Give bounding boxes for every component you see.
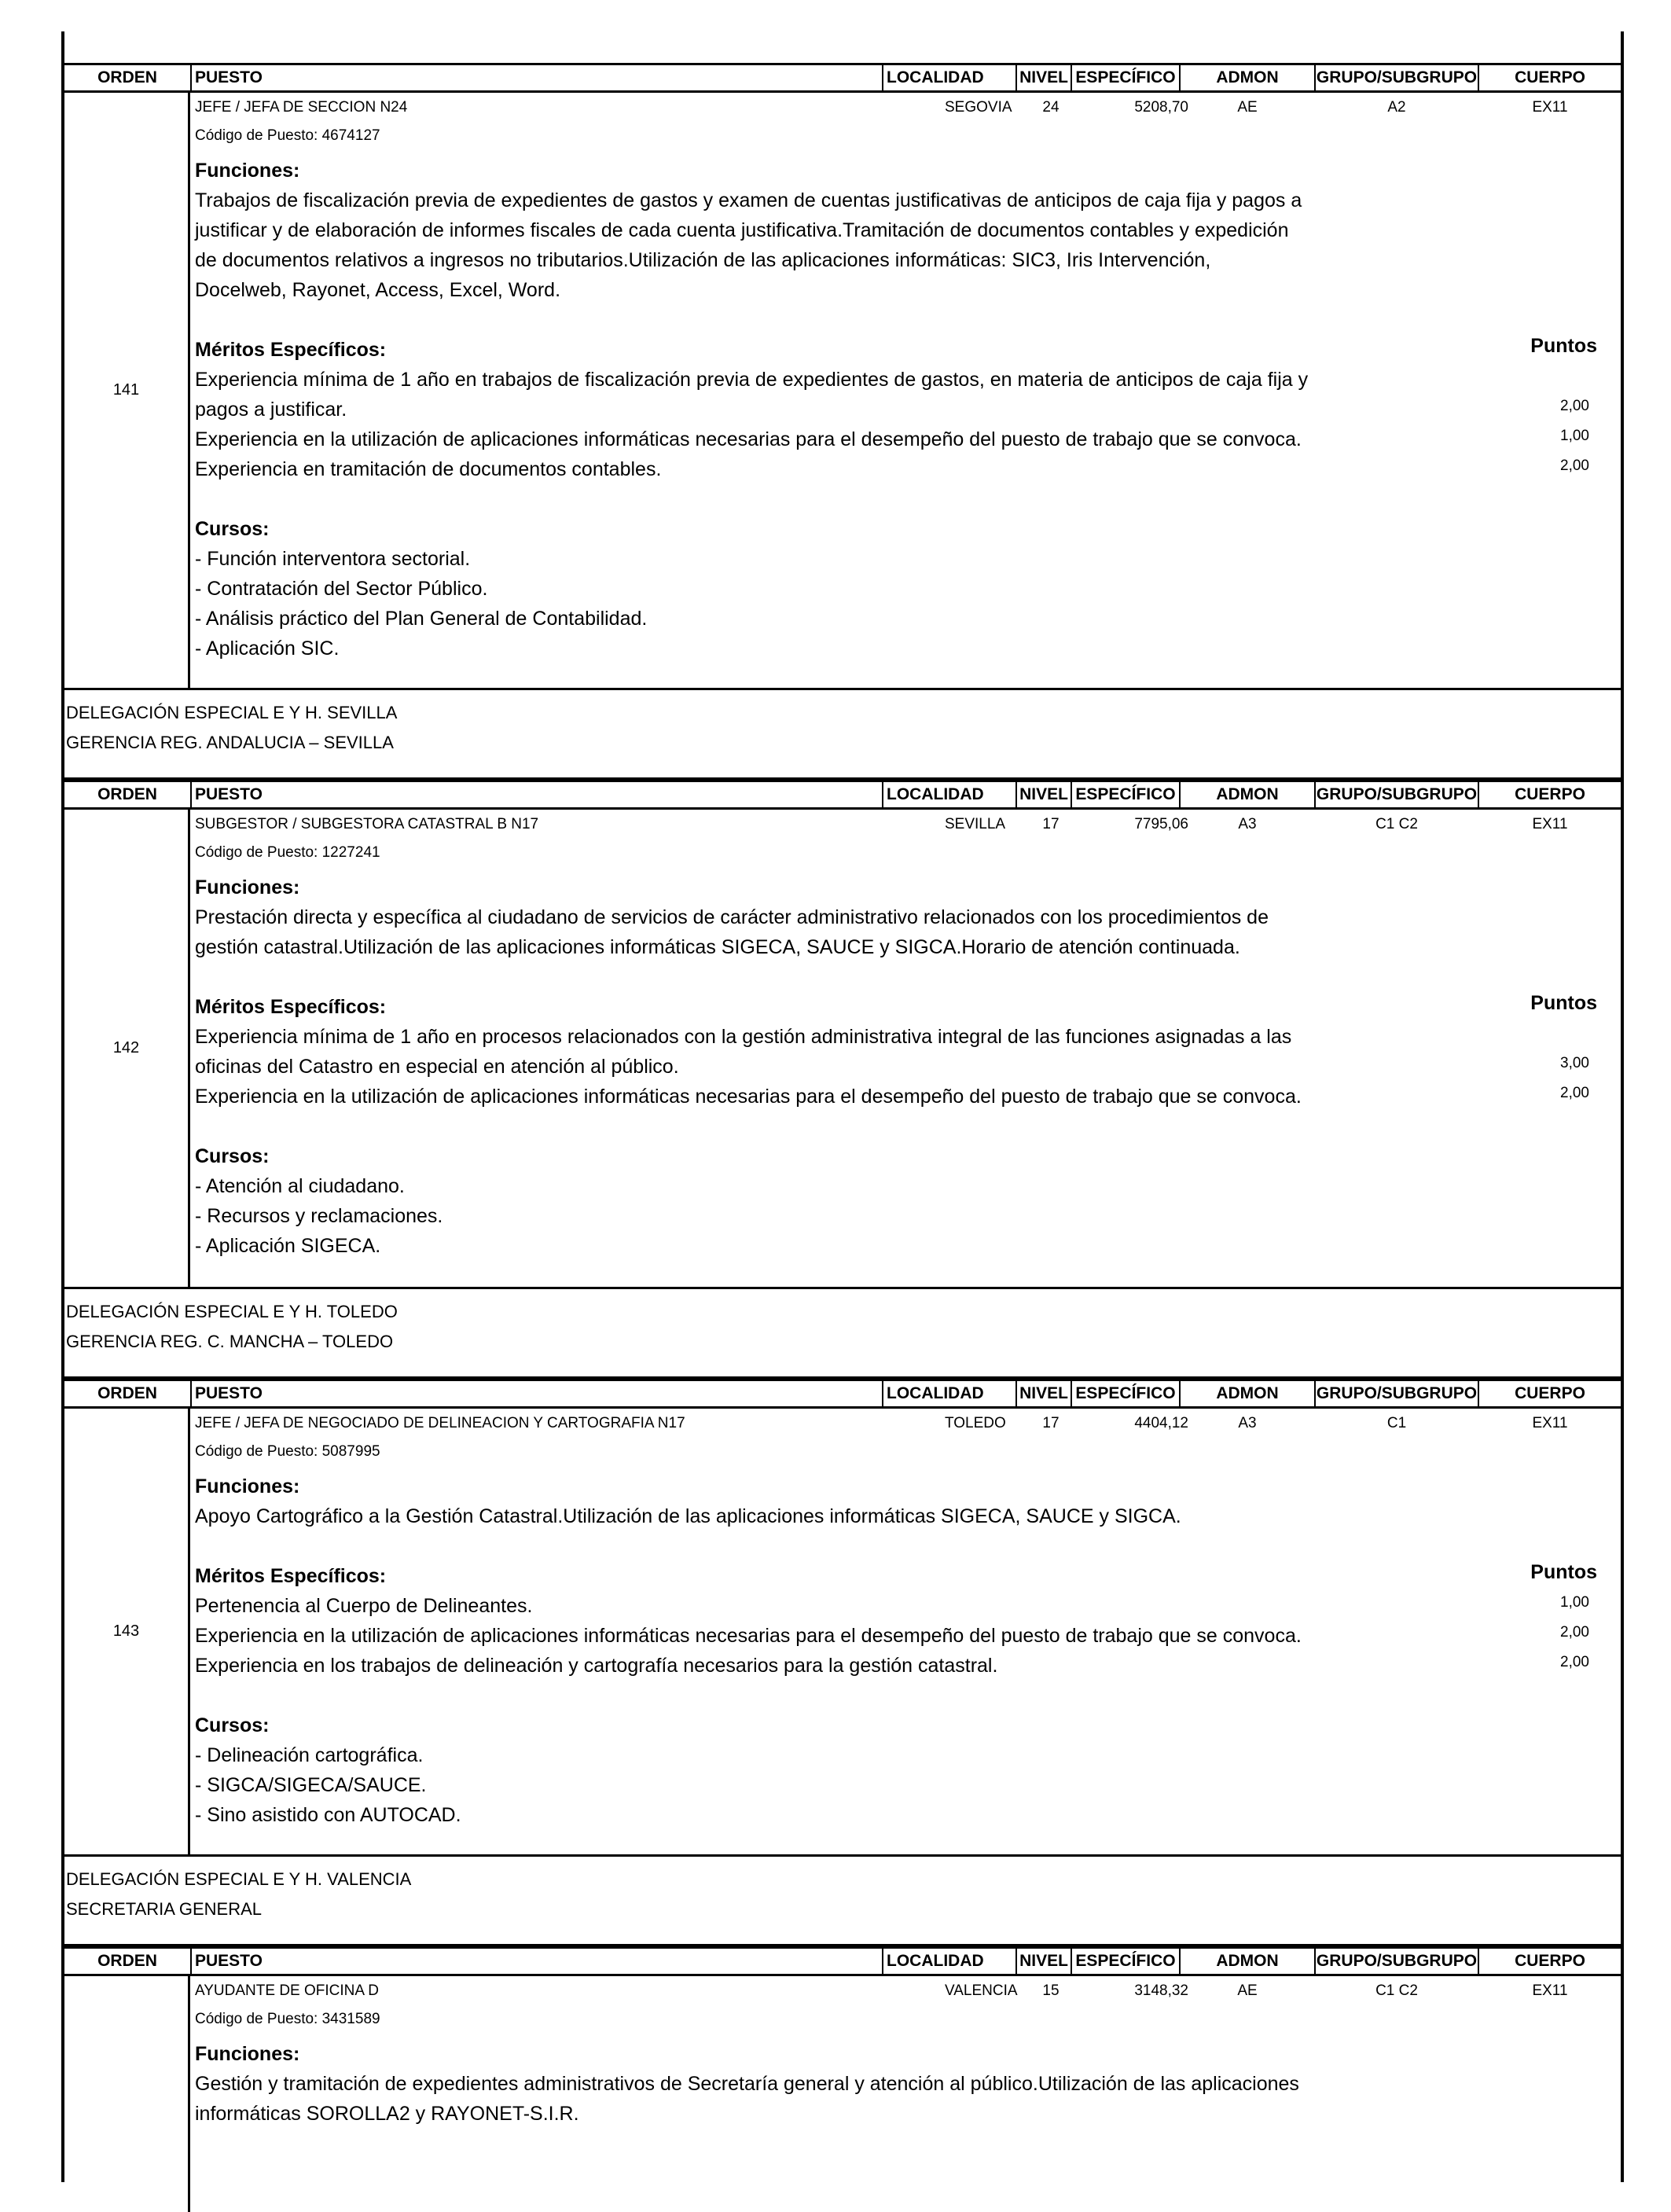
puntos-value: 2,00: [1560, 398, 1589, 414]
funciones-line: Gestión y tramitación de expedientes administrativos de Secretaría general y atención al público.Utilización de las aplicaciones: [195, 2073, 1299, 2095]
header-orden: ORDEN: [97, 68, 157, 86]
header-localidad: LOCALIDAD: [882, 1949, 1015, 1974]
funciones-label: Funciones:: [195, 160, 300, 182]
job-entry: [64, 93, 1621, 690]
header-admon: ADMON: [1216, 785, 1279, 803]
localidad: VALENCIA: [945, 1982, 1018, 1999]
table-header: [64, 1379, 1621, 1409]
table-header: [64, 63, 1621, 93]
merito-line: Experiencia en los trabajos de delineación y cartografía necesarios para la gestión catastral.: [195, 1655, 998, 1677]
localidad: SEGOVIA: [945, 99, 1012, 116]
header-orden: ORDEN: [97, 785, 157, 803]
funciones-label: Funciones:: [195, 2043, 300, 2065]
especifico: 3148,32: [1134, 1982, 1188, 1999]
header-orden: ORDEN: [97, 1384, 157, 1402]
curso-item: - Aplicación SIC.: [195, 638, 340, 660]
codigo-puesto: Código de Puesto: 3431589: [195, 2011, 380, 2027]
admon: AE: [1237, 99, 1258, 116]
funciones-label: Funciones:: [195, 876, 300, 898]
cursos-label: Cursos:: [195, 518, 270, 540]
puesto-name: AYUDANTE DE OFICINA D: [195, 1982, 380, 1999]
header-localidad: LOCALIDAD: [882, 1381, 1015, 1406]
header-nivel: NIVEL: [1015, 782, 1071, 807]
job-entry: [64, 810, 1621, 1289]
nivel: 17: [1042, 1415, 1060, 1431]
header-puesto: PUESTO: [190, 782, 945, 807]
header-admon: ADMON: [1216, 1384, 1279, 1402]
header-admon: ADMON: [1216, 68, 1279, 86]
header-localidad: LOCALIDAD: [882, 782, 1015, 807]
delegacion-name: DELEGACIÓN ESPECIAL E Y H. SEVILLA: [66, 703, 398, 722]
codigo-puesto: Código de Puesto: 5087995: [195, 1443, 380, 1460]
cuerpo: EX11: [1532, 1982, 1568, 1999]
delegacion-name: DELEGACIÓN ESPECIAL E Y H. VALENCIA: [66, 1869, 412, 1889]
job-entry: [64, 1409, 1621, 1857]
puesto-name: JEFE / JEFA DE NEGOCIADO DE DELINEACION Y CARTOGRAFIA N17: [195, 1415, 685, 1431]
delegacion-name: DELEGACIÓN ESPECIAL E Y H. TOLEDO: [66, 1302, 398, 1321]
header-orden: ORDEN: [97, 1952, 157, 1970]
grupo: C1 C2: [1375, 1982, 1418, 1999]
puntos-value: 2,00: [1560, 1624, 1589, 1641]
localidad: TOLEDO: [945, 1415, 1006, 1431]
curso-item: - Contratación del Sector Público.: [195, 578, 488, 600]
cuerpo: EX11: [1532, 99, 1568, 116]
puntos-value: 1,00: [1560, 428, 1589, 444]
nivel: 15: [1042, 1982, 1060, 1999]
meritos-label: Méritos Específicos:: [195, 1565, 387, 1587]
puntos-value: 1,00: [1560, 1594, 1589, 1611]
merito-line: Experiencia en la utilización de aplicaciones informáticas necesarias para el desempeño del puesto de trabajo que se convoca.: [195, 428, 1302, 450]
admon: AE: [1237, 1982, 1258, 1999]
merito-line: oficinas del Catastro en especial en atención al público.: [195, 1056, 679, 1078]
codigo-puesto: Código de Puesto: 1227241: [195, 844, 380, 861]
especifico: 5208,70: [1134, 99, 1188, 116]
orden-number: 142: [64, 810, 190, 1287]
header-especifico: ESPECÍFICO: [1071, 1381, 1181, 1406]
header-grupo: GRUPO/SUBGRUPO: [1314, 1381, 1479, 1406]
puntos-value: 2,00: [1560, 1085, 1589, 1101]
puntos-value: 2,00: [1560, 1654, 1589, 1670]
grupo: A2: [1387, 99, 1406, 116]
header-cuerpo: CUERPO: [1515, 785, 1585, 803]
funciones-line: Trabajos de fiscalización previa de expedientes de gastos y examen de cuentas justificativas de anticipos de caja fija y pagos a: [195, 189, 1302, 211]
admon: A3: [1238, 1415, 1257, 1431]
orden-number: 141: [64, 93, 190, 688]
cuerpo: EX11: [1532, 816, 1568, 832]
puntos-label: Puntos: [1530, 335, 1597, 357]
header-puesto: PUESTO: [190, 1381, 945, 1406]
merito-line: pagos a justificar.: [195, 399, 347, 421]
delegacion-block: [64, 1857, 1621, 1946]
admon: A3: [1238, 816, 1257, 832]
nivel: 24: [1042, 99, 1060, 116]
curso-item: - Delineación cartográfica.: [195, 1744, 424, 1766]
cuerpo: EX11: [1532, 1415, 1568, 1431]
cursos-label: Cursos:: [195, 1714, 270, 1736]
header-especifico: ESPECÍFICO: [1071, 65, 1181, 90]
especifico: 7795,06: [1134, 816, 1188, 832]
funciones-line: de documentos relativos a ingresos no tributarios.Utilización de las aplicaciones informáticas: SIC3, Iris Intervención,: [195, 249, 1211, 271]
header-grupo: GRUPO/SUBGRUPO: [1314, 65, 1479, 90]
curso-item: - Recursos y reclamaciones.: [195, 1205, 443, 1227]
table-header: [64, 1946, 1621, 1976]
merito-line: Experiencia en la utilización de aplicaciones informáticas necesarias para el desempeño del puesto de trabajo que se convoca.: [195, 1086, 1302, 1108]
header-especifico: ESPECÍFICO: [1071, 1949, 1181, 1974]
puntos-value: 3,00: [1560, 1055, 1589, 1071]
funciones-line: Docelweb, Rayonet, Access, Excel, Word.: [195, 279, 561, 301]
gerencia-name: GERENCIA REG. C. MANCHA – TOLEDO: [66, 1332, 394, 1351]
puntos-label: Puntos: [1530, 1561, 1597, 1583]
puntos-label: Puntos: [1530, 992, 1597, 1014]
header-nivel: NIVEL: [1015, 65, 1071, 90]
delegacion-block: [64, 1289, 1621, 1379]
funciones-line: gestión catastral.Utilización de las aplicaciones informáticas SIGECA, SAUCE y SIGCA.Horario de atención continuada.: [195, 936, 1240, 958]
orden-number: [64, 1976, 190, 2212]
merito-line: Pertenencia al Cuerpo de Delineantes.: [195, 1595, 533, 1617]
grupo: C1: [1386, 1415, 1407, 1431]
document-page: [61, 31, 1624, 2182]
curso-item: - Aplicación SIGECA.: [195, 1235, 381, 1257]
header-localidad: LOCALIDAD: [882, 65, 1015, 90]
header-puesto: PUESTO: [190, 65, 945, 90]
header-cuerpo: CUERPO: [1515, 1952, 1585, 1970]
header-nivel: NIVEL: [1015, 1381, 1071, 1406]
nivel: 17: [1042, 816, 1060, 832]
grupo: C1 C2: [1375, 816, 1418, 832]
localidad: SEVILLA: [945, 816, 1006, 832]
puesto-name: SUBGESTOR / SUBGESTORA CATASTRAL B N17: [195, 816, 539, 832]
puntos-value: 2,00: [1560, 457, 1589, 474]
curso-item: - Sino asistido con AUTOCAD.: [195, 1804, 461, 1826]
orden-number: 143: [64, 1409, 190, 1854]
header-puesto: PUESTO: [190, 1949, 945, 1974]
curso-item: - Atención al ciudadano.: [195, 1175, 405, 1197]
table-header: [64, 780, 1621, 810]
curso-item: - Análisis práctico del Plan General de Contabilidad.: [195, 608, 648, 630]
merito-line: Experiencia mínima de 1 año en trabajos de fiscalización previa de expedientes de gastos, en materia de anticipos de caja fija y: [195, 369, 1309, 391]
header-grupo: GRUPO/SUBGRUPO: [1314, 1949, 1479, 1974]
merito-line: Experiencia mínima de 1 año en procesos relacionados con la gestión administrativa integral de las funciones asignadas a las: [195, 1026, 1292, 1048]
curso-item: - SIGCA/SIGECA/SAUCE.: [195, 1774, 427, 1796]
header-grupo: GRUPO/SUBGRUPO: [1314, 782, 1479, 807]
curso-item: - Función interventora sectorial.: [195, 548, 471, 570]
funciones-label: Funciones:: [195, 1475, 300, 1497]
funciones-line: informáticas SOROLLA2 y RAYONET-S.I.R.: [195, 2103, 579, 2125]
merito-line: Experiencia en la utilización de aplicaciones informáticas necesarias para el desempeño del puesto de trabajo que se convoca.: [195, 1625, 1302, 1647]
especifico: 4404,12: [1134, 1415, 1188, 1431]
header-nivel: NIVEL: [1015, 1949, 1071, 1974]
header-cuerpo: CUERPO: [1515, 68, 1585, 86]
cursos-label: Cursos:: [195, 1145, 270, 1167]
codigo-puesto: Código de Puesto: 4674127: [195, 127, 380, 144]
funciones-line: justificar y de elaboración de informes fiscales de cada cuenta justificativa.Tramitación de documentos contables y expedición: [195, 219, 1289, 241]
gerencia-name: GERENCIA REG. ANDALUCIA – SEVILLA: [66, 733, 394, 752]
meritos-label: Méritos Específicos:: [195, 996, 387, 1018]
header-especifico: ESPECÍFICO: [1071, 782, 1181, 807]
header-cuerpo: CUERPO: [1515, 1384, 1585, 1402]
gerencia-name: SECRETARIA GENERAL: [66, 1899, 262, 1919]
merito-line: Experiencia en tramitación de documentos contables.: [195, 458, 662, 480]
funciones-line: Prestación directa y específica al ciudadano de servicios de carácter administrativo relacionados con los procedimientos de: [195, 906, 1269, 928]
funciones-line: Apoyo Cartográfico a la Gestión Catastral.Utilización de las aplicaciones informáticas SIGECA, SAUCE y SIGCA.: [195, 1505, 1181, 1527]
meritos-label: Méritos Específicos:: [195, 339, 387, 361]
delegacion-block: [64, 690, 1621, 780]
header-admon: ADMON: [1216, 1952, 1279, 1970]
job-entry: [64, 1976, 1621, 2212]
puesto-name: JEFE / JEFA DE SECCION N24: [195, 99, 408, 116]
